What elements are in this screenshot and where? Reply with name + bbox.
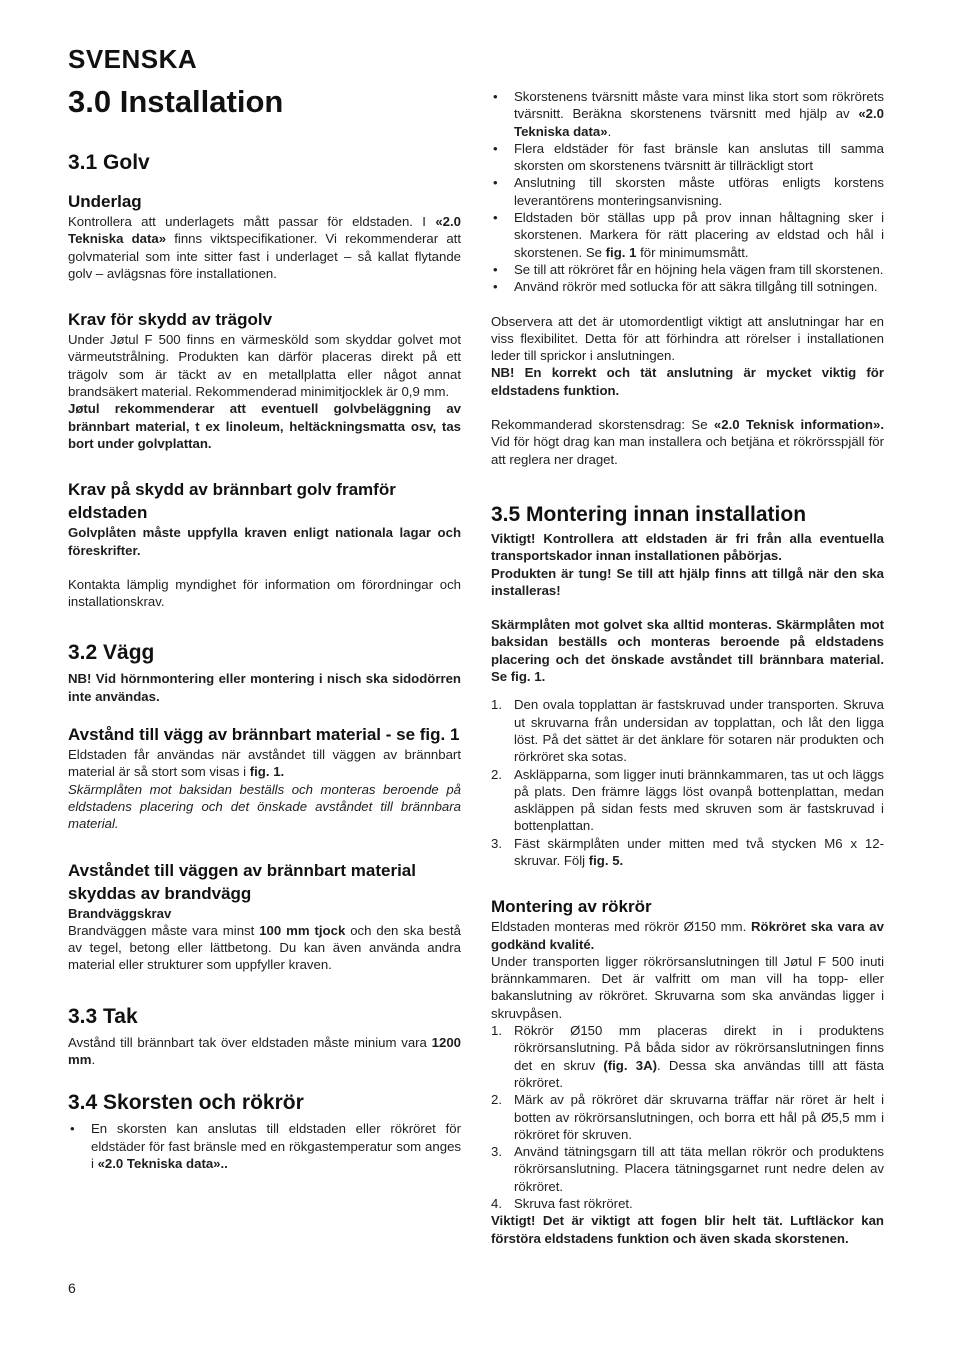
- bullet-item: [491, 88, 884, 140]
- text-run: Rekommanderad skorstensdrag: Se: [491, 417, 714, 433]
- text-run: En skorsten kan anslutas till eldstaden eller rökröret för eldstäder för fast bränsle med en rökgastemperatur som anges i: [91, 1121, 461, 1171]
- montering-steps: [491, 696, 884, 869]
- text-run: Skorstenens tvärsnitt måste vara minst lika stort som rökrörets tvärsnitt. Beräkna skorstenens tvärsnitt med hjälp av: [514, 89, 884, 122]
- text-run: Vid för högt drag kan man installera och betjäna et rökrörsspjäll för att reglera ner draget.: [491, 434, 884, 467]
- vagg-nb-text: NB! Vid hörnmontering eller montering i nisch ska sidodörren inte användas.: [68, 671, 461, 704]
- text-run: Fäst skärmplåten under mitten med två stycken M6 x 12-skruvar. Följ: [514, 835, 884, 868]
- section-3-2-title: 3.2 Vägg: [68, 641, 155, 665]
- text-run: (fig. 3A): [603, 1057, 657, 1073]
- bullet-item: [491, 261, 884, 278]
- text-run: «2.0 Teknisk information».: [713, 417, 884, 433]
- observera-text: Observera att det är utomordentligt viktigt att anslutningar har en viss flexibilitet. Detta för att förhindra att rörelser i installationen leder till sprickor i anslutningen.: [491, 313, 884, 364]
- chapter-title: 3.0 Installation: [68, 84, 284, 119]
- anslutning-nb: NB! En korrekt och tät anslutning är mycket viktig för eldstadens funktion.: [491, 365, 884, 398]
- page-number: 6: [68, 1280, 76, 1296]
- numbered-step: [491, 835, 884, 870]
- text-run: Eldstaden får användas när avståndet till väggen av brännbart material är så stort som visas i: [68, 747, 461, 780]
- text-run: .: [91, 1052, 96, 1068]
- avstand-vagg-text: [68, 746, 461, 781]
- text-run: Brandväggen måste vara minst: [68, 922, 260, 938]
- text-run: fig. 5.: [588, 852, 624, 868]
- rokror-intro: [491, 918, 884, 953]
- bullet-item: [491, 278, 884, 295]
- text-run: Använd tätningsgarn till att täta mellan rökrör och produktens rökrörsanslutning. Placera tätningsgarnet runt nedre delen av rökröret.: [514, 1144, 884, 1194]
- text-run: .: [607, 123, 612, 139]
- brandvagg-text: [68, 922, 461, 974]
- numbered-step: [491, 1091, 884, 1143]
- trag-golv-text: Under Jøtul F 500 finns en värmesköld som skyddar golvet mot värmeutstrålning. Produkten kan därför placeras direkt på ett trägolv som är täckt av en metallplatta eller något annat brandsäkert material. Rekommenderad minimitjocklek är 0,9 mm.: [68, 332, 461, 400]
- text-run: Askläpparna, som ligger inuti brännkammaren, tas ut och läggs på plats. Den främre läggs löst ovanpå bottenplattan, medan askläppen på sidan fests med skruven som är fastskruvad i bottenplattan.: [514, 766, 884, 834]
- text-run: «2.0 Tekniska data»: [68, 214, 461, 247]
- text-run: . Dessa ska användas tilll att fästa rökröret.: [514, 1057, 884, 1090]
- rokror-steps: [491, 1022, 884, 1212]
- skarmplat-italic-note: Skärmplåten mot baksidan beställs och monteras beroende på eldstadens placering och det önskade avståndet till brännbara material.: [68, 781, 461, 832]
- myndighet-text: Kontakta lämplig myndighet för information om förordningar och installationskrav.: [68, 576, 461, 610]
- numbered-step: [491, 1195, 884, 1212]
- fog-warning: Viktigt! Det är viktigt att fogen blir helt tät. Luftläckor kan förstöra eldstadens funktion och även skada skorstenen.: [491, 1213, 884, 1246]
- step-number: 1.: [491, 1023, 502, 1039]
- step-number: 3.: [491, 835, 502, 851]
- step-number: 4.: [491, 1196, 502, 1212]
- text-run: 100 mm tjock: [259, 922, 346, 938]
- underlag-heading: Underlag: [68, 192, 142, 211]
- text-run: Kontrollera att underlagets mått passar för eldstaden. I: [68, 214, 436, 229]
- text-run: Anslutning till skorsten måste utföras enligts korstens leverantörens monteringsanvisning.: [514, 175, 884, 208]
- bullet-item: [491, 209, 884, 261]
- numbered-step: [491, 696, 884, 765]
- bullet-item: [491, 140, 884, 175]
- section-3-1-title: 3.1 Golv: [68, 151, 150, 174]
- left-column: [68, 150, 461, 1172]
- tung-warning: Produkten är tung! Se till att hjälp finns att tillgå när den ska installeras!: [491, 565, 884, 598]
- text-run: för minimumsmått.: [636, 244, 749, 260]
- text-run: Använd rökrör med sotlucka för att säkra tillgång till sotningen.: [514, 279, 878, 295]
- tak-text: [68, 1034, 461, 1069]
- text-run: Se till att rökröret får en höjning hela vägen fram till skorstenen.: [514, 261, 884, 277]
- golvplat-requirement: Golvplåten måste uppfylla kraven enligt nationala lagar och föreskrifter.: [68, 525, 461, 558]
- numbered-step: [491, 1143, 884, 1195]
- step-number: 2.: [491, 766, 502, 782]
- brandvaggskrav-label: Brandväggskrav: [68, 905, 172, 921]
- text-run: «2.0 Tekniska data»..: [97, 1155, 228, 1171]
- text-run: fig. 1.: [249, 764, 285, 780]
- underlag-text: [68, 213, 461, 282]
- trag-golv-heading: Krav för skydd av trägolv: [68, 310, 273, 330]
- text-run: Avstånd till brännbart tak över eldstaden måste minium vara: [68, 1034, 432, 1050]
- bullet-item: [491, 174, 884, 209]
- text-run: Rökröret ska vara av godkänd kvalité.: [491, 919, 884, 952]
- skorstensdrag-text: [491, 416, 884, 468]
- text-run: Eldstaden monteras med rökrör Ø150 mm.: [491, 919, 752, 935]
- step-number: 2.: [491, 1092, 502, 1108]
- text-run: Märk av på rökröret där skruvarna träffar när röret är helt i botten av rökrörsanslutningen, och borra ett hål på Ø5,5 mm i rökröret för skruven.: [514, 1092, 884, 1142]
- numbered-step: [491, 1022, 884, 1091]
- skarmplat-requirement: Skärmplåten mot golvet ska alltid monteras. Skärmplåten mot baksidan beställs och monteras beroende på eldstadens placering och det önskade avståndet till brännbara material. Se fig. 1.: [491, 617, 884, 685]
- text-run: Den ovala topplattan är fastskruvad under transporten. Skruva ut skruvarna från undersidan av topplattan, och låt den ligga löst. På det sättet är det änklare för sotaren när produkten och rörkröret ska sotas.: [514, 697, 884, 765]
- section-3-3-title: 3.3 Tak: [68, 1004, 138, 1028]
- rokror-heading: Montering av rökrör: [491, 897, 652, 917]
- right-column: [491, 88, 884, 1247]
- text-run: Eldstaden bör ställas upp på prov innan håltagning sker i skorstenen. Markera för rätt placering av eldstad och hål i skorstenen. Se: [514, 210, 884, 260]
- bullet-item: [68, 1120, 461, 1172]
- avstand-vagg-heading: Avstånd till vägg av brännbart material - se fig. 1: [68, 725, 460, 745]
- step-number: 1.: [491, 697, 502, 713]
- trag-golv-recommendation: Jøtul rekommenderar att eventuell golvbeläggning av brännbart material, t ex linoleum, heltäckningsmatta osv, tas bort under golvplattan.: [68, 401, 461, 451]
- text-run: Flera eldstäder för fast bränsle kan anslutas till samma skorsten om skorstenens tvärsnitt är tillräckligt stort: [514, 140, 884, 174]
- text-run: Skruva fast rökröret.: [514, 1196, 633, 1212]
- text-run: fig. 1: [605, 244, 637, 260]
- text-run: finns viktspecifikationer. Vi rekommenderar att golvmaterial som inte sitter fast i underlaget – så kallat flytande golv – avlägsnas före installationen.: [68, 231, 461, 281]
- brandvagg-heading: Avståndet till väggen av brännbart material skyddas av brandvägg: [68, 860, 416, 903]
- transportskador-warning: Viktigt! Kontrollera att eldstaden är fri från alla eventuella transportskador innan installationen påbörjas.: [491, 530, 884, 564]
- section-3-5-title: 3.5 Montering innan installation: [491, 502, 807, 526]
- text-run: 1200 mm: [68, 1034, 461, 1068]
- numbered-step: [491, 766, 884, 835]
- language-heading: SVENSKA: [68, 44, 198, 74]
- brannbart-golv-heading: Krav på skydd av brännbart golv framför eldstaden: [68, 480, 396, 523]
- text-run: och den ska bestå av tegel, betong eller lättbetong. Du kan även använda andra material eller strukturer som uppfyller kraven.: [68, 922, 462, 973]
- section-3-4-title: 3.4 Skorsten och rökrör: [68, 1091, 304, 1115]
- rokror-text: Under transporten ligger rökrörsanslutningen till Jøtul F 500 inuti brännkammaren. Det är valfritt om man vill ha topp- eller bakanslutning av rökröret. Skruvarna som ska användas ligger i skruvpåsen.: [491, 953, 884, 1021]
- skorsten-bullets-right: [491, 88, 884, 296]
- text-run: Rökrör Ø150 mm placeras direkt in i produktens rökrörsanslutning. På båda sidor av rökrörsanslutningen finns det en skruv: [514, 1023, 884, 1073]
- step-number: 3.: [491, 1144, 502, 1160]
- text-run: «2.0 Tekniska data»: [514, 106, 884, 139]
- skorsten-bullets-left: [68, 1120, 461, 1172]
